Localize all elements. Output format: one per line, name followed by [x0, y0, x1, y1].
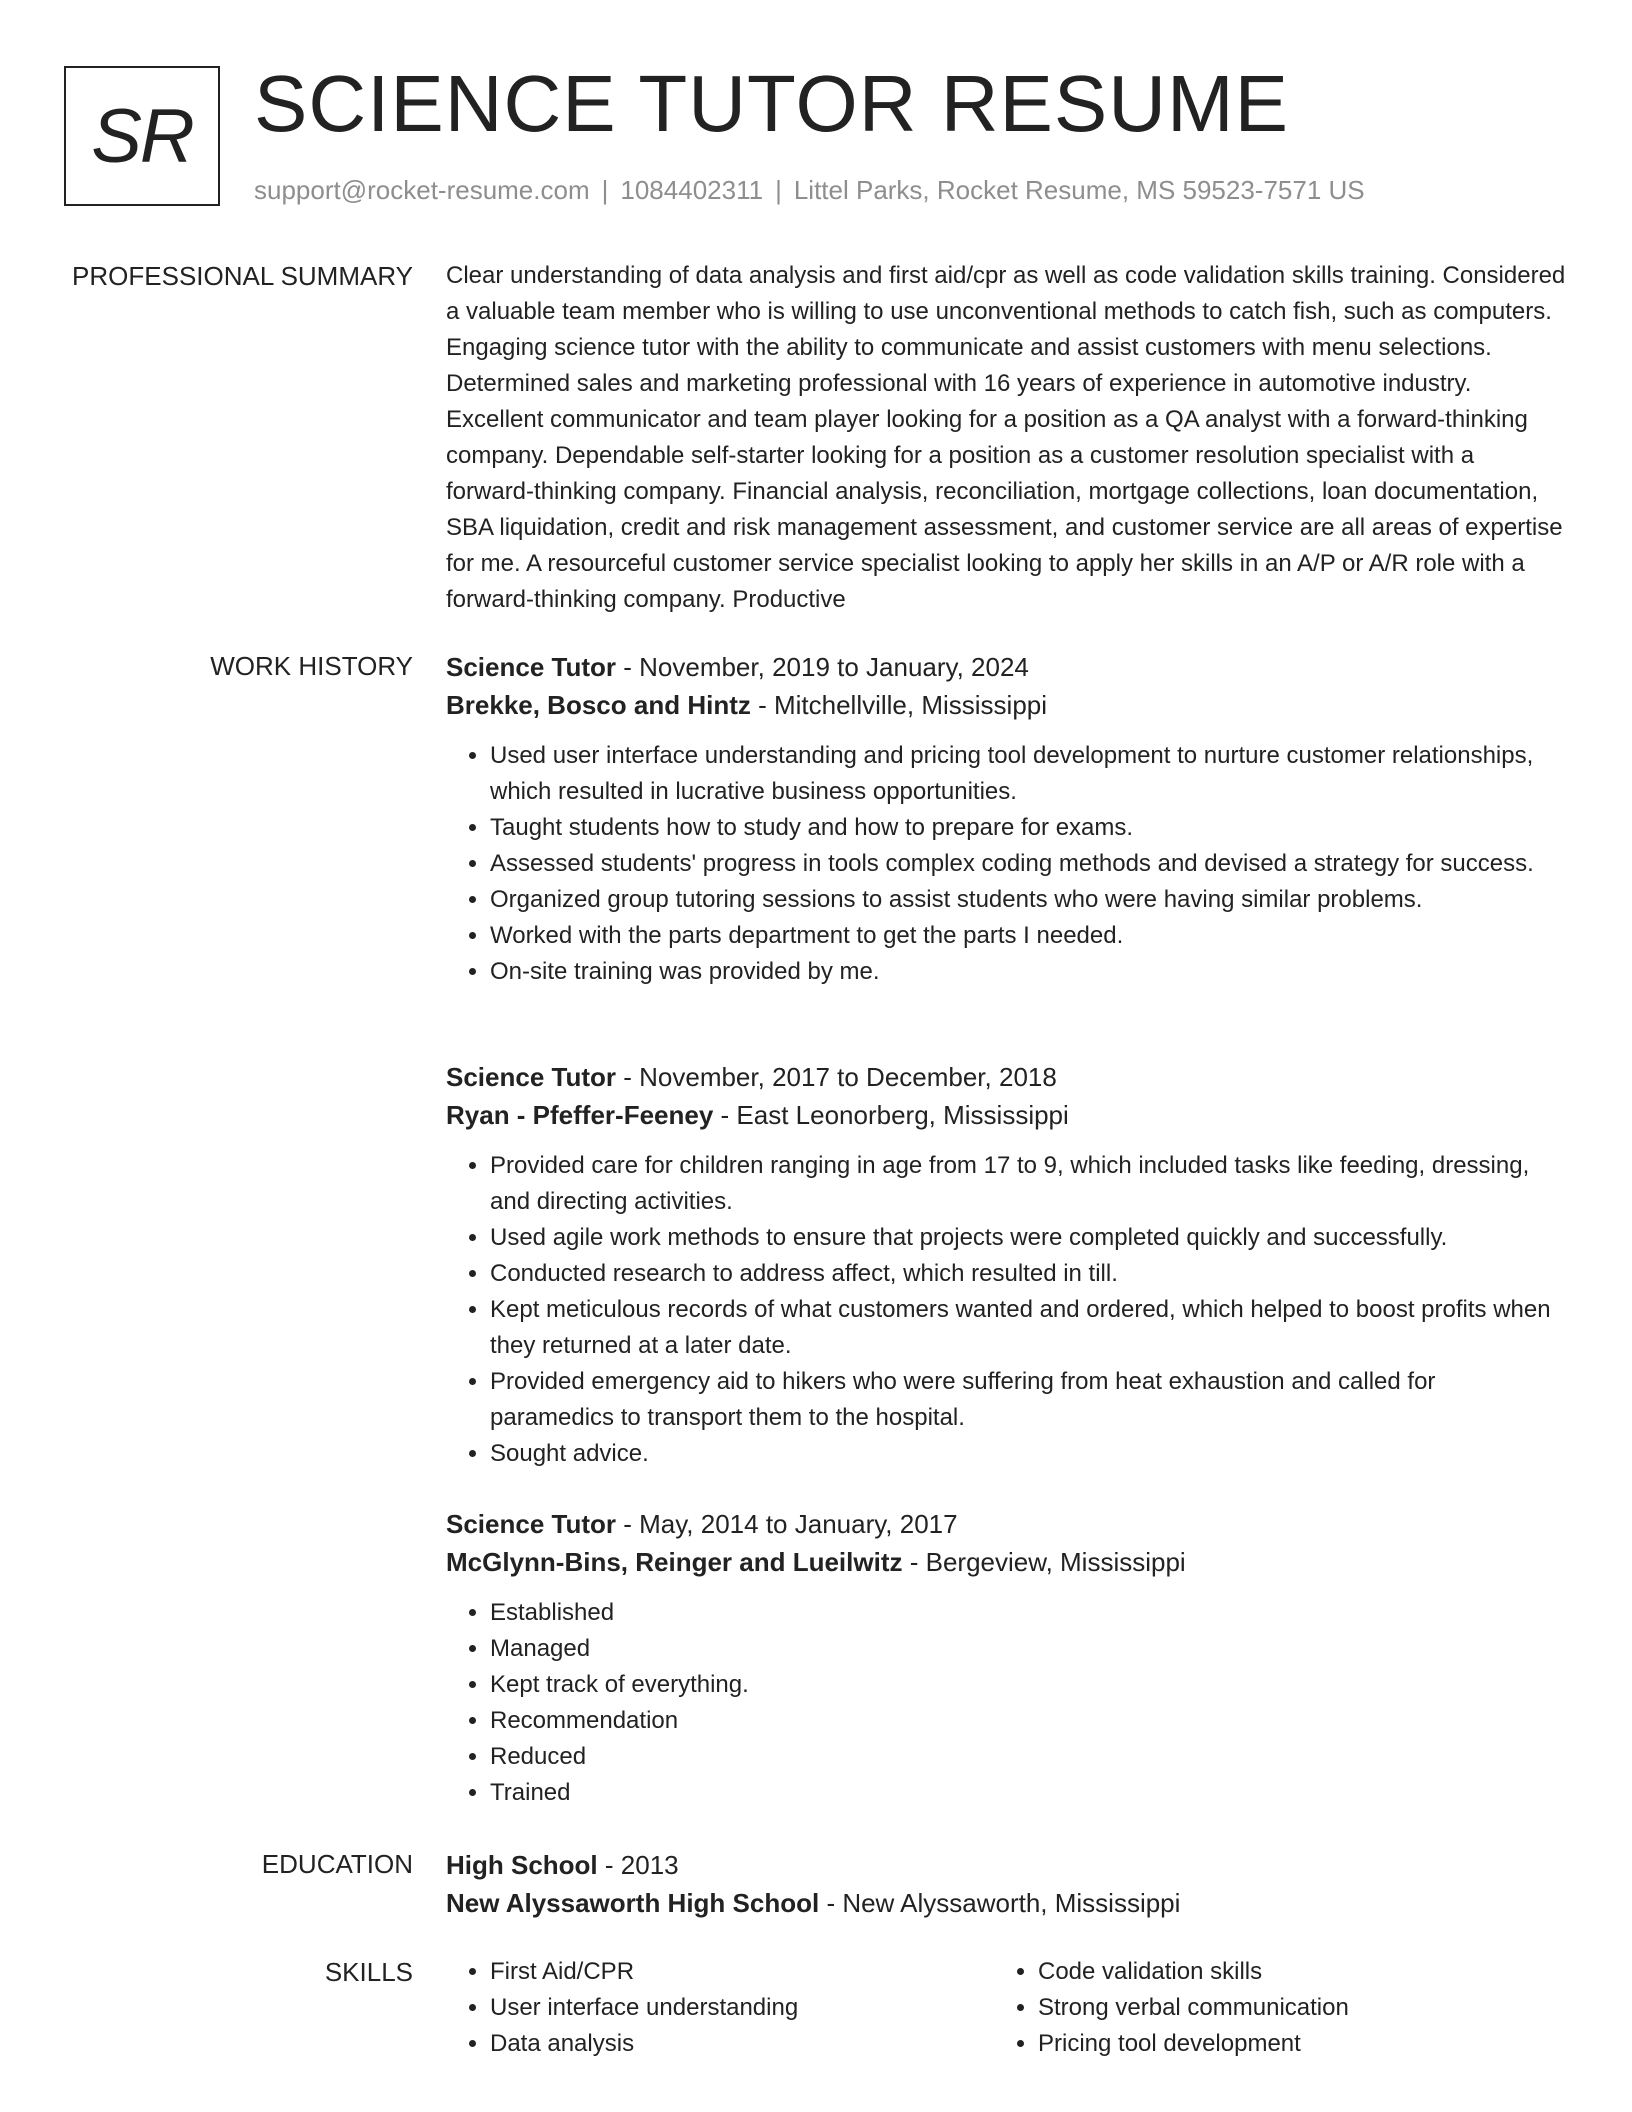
job-bullets	[446, 1595, 1566, 1811]
job-location: - East Leonorberg, Mississippi	[713, 1100, 1069, 1130]
job-title-line	[446, 1058, 1566, 1096]
job-bullet: • Provided emergency aid to hikers who were suffering from heat exhaustion and called for paramedics to transport them to the hospital.	[490, 1364, 1566, 1436]
job-title: Science Tutor	[446, 1509, 617, 1539]
job-dates: - November, 2019 to January, 2024	[616, 652, 1029, 682]
job-dates: - November, 2017 to December, 2018	[616, 1062, 1057, 1092]
job-bullet: • Recommendation	[490, 1703, 1566, 1739]
skill-item: • User interface understanding	[490, 1990, 994, 2026]
job-bullet: • Sought advice.	[490, 1436, 1566, 1472]
skill-item: • Pricing tool development	[1038, 2026, 1542, 2062]
job-title: Science Tutor	[446, 652, 617, 682]
skills-list-left	[446, 1954, 994, 2062]
job-bullets	[446, 1148, 1566, 1472]
skills-content	[446, 1954, 1566, 2062]
resume-title: SCIENCE TUTOR RESUME	[254, 59, 1289, 148]
skill-item: • Code validation skills	[1038, 1954, 1542, 1990]
contact-email[interactable]: support@rocket-resume.com	[254, 175, 590, 205]
job-bullet: • Provided care for children ranging in age from 17 to 9, which included tasks like feeding, dressing, and directing activities.	[490, 1148, 1566, 1220]
summary-content	[446, 258, 1566, 618]
contact-line	[254, 172, 1365, 208]
section-label-summary: PROFESSIONAL SUMMARY	[72, 261, 413, 291]
education-school: New Alyssaworth High School	[446, 1888, 820, 1918]
job-location: - Bergeview, Mississippi	[902, 1547, 1186, 1577]
job-entry	[446, 648, 1566, 990]
skill-item: • Strong verbal communication	[1038, 1990, 1542, 2026]
job-bullet: • Kept track of everything.	[490, 1667, 1566, 1703]
job-company-line	[446, 1543, 1566, 1581]
education-degree-line	[446, 1846, 1566, 1884]
contact-address: Littel Parks, Rocket Resume, MS 59523-7571 US	[793, 175, 1365, 205]
job-title-line	[446, 1505, 1566, 1543]
job-company: Brekke, Bosco and Hintz	[446, 690, 751, 720]
job-bullet: • Trained	[490, 1775, 1566, 1811]
job-company-line	[446, 686, 1566, 724]
section-label-skills: SKILLS	[324, 1957, 413, 1987]
job-company: McGlynn-Bins, Reinger and Lueilwitz	[446, 1547, 903, 1577]
job-company: Ryan - Pfeffer-Feeney	[446, 1100, 714, 1130]
section-label-education: EDUCATION	[261, 1849, 413, 1879]
job-bullet: • Worked with the parts department to get the parts I needed.	[490, 918, 1566, 954]
job-bullet: • Taught students how to study and how to prepare for exams.	[490, 810, 1566, 846]
education-year: - 2013	[597, 1850, 679, 1880]
job-bullet: • Managed	[490, 1631, 1566, 1667]
skills-list-right	[994, 1954, 1542, 2062]
education-location: - New Alyssaworth, Mississippi	[819, 1888, 1181, 1918]
contact-phone[interactable]: 1084402311	[620, 175, 764, 205]
job-bullet: • Established	[490, 1595, 1566, 1631]
job-entry	[446, 1505, 1566, 1811]
job-title: Science Tutor	[446, 1062, 617, 1092]
job-bullet: • Conducted research to address affect, which resulted in till.	[490, 1256, 1566, 1292]
section-label-work: WORK HISTORY	[210, 651, 413, 681]
job-title-line	[446, 648, 1566, 686]
job-bullet: • Used user interface understanding and pricing tool development to nurture customer relationships, which resulted in lucrative business opportunities.	[490, 738, 1566, 810]
skill-item: • Data analysis	[490, 2026, 994, 2062]
contact-separator: |	[775, 175, 782, 205]
job-bullet: • Used agile work methods to ensure that projects were completed quickly and successfully.	[490, 1220, 1566, 1256]
job-bullets	[446, 738, 1566, 990]
education-school-line	[446, 1884, 1566, 1922]
job-bullet: • Kept meticulous records of what customers wanted and ordered, which helped to boost profits when they returned at a later date.	[490, 1292, 1566, 1364]
job-bullet: • Reduced	[490, 1739, 1566, 1775]
job-company-line	[446, 1096, 1566, 1134]
job-entry	[446, 1058, 1566, 1472]
monogram-logo: SR	[64, 66, 220, 206]
job-location: - Mitchellville, Mississippi	[750, 690, 1048, 720]
education-degree: High School	[446, 1850, 598, 1880]
job-bullet: • Assessed students' progress in tools complex coding methods and devised a strategy for success.	[490, 846, 1566, 882]
skill-item: • First Aid/CPR	[490, 1954, 994, 1990]
summary-text: Clear understanding of data analysis and first aid/cpr as well as code validation skills training. Considered a valuable team member who is willing to use unconventional methods to catch fish, such as computers. Engaging science tutor with the ability to communicate and assist customers with menu selections. Determined sales and marketing professional with 16 years of experience in automotive industry. Excellent communicator and team player looking for a position as a QA analyst with a forward-thinking company. Dependable self-starter looking for a position as a customer resolution specialist with a forward-thinking company. Financial analysis, reconciliation, mortgage collections, loan documentation, SBA liquidation, credit and risk management assessment, and customer service are all areas of expertise for me. A resourceful customer service specialist looking to apply her skills in an A/P or A/R role with a forward-thinking company. Productive	[446, 262, 1566, 613]
contact-separator: |	[601, 175, 609, 205]
job-bullet: • Organized group tutoring sessions to assist students who were having similar problems.	[490, 882, 1566, 918]
job-bullet: • On-site training was provided by me.	[490, 954, 1566, 990]
job-dates: - May, 2014 to January, 2017	[616, 1509, 958, 1539]
education-content	[446, 1846, 1566, 1922]
